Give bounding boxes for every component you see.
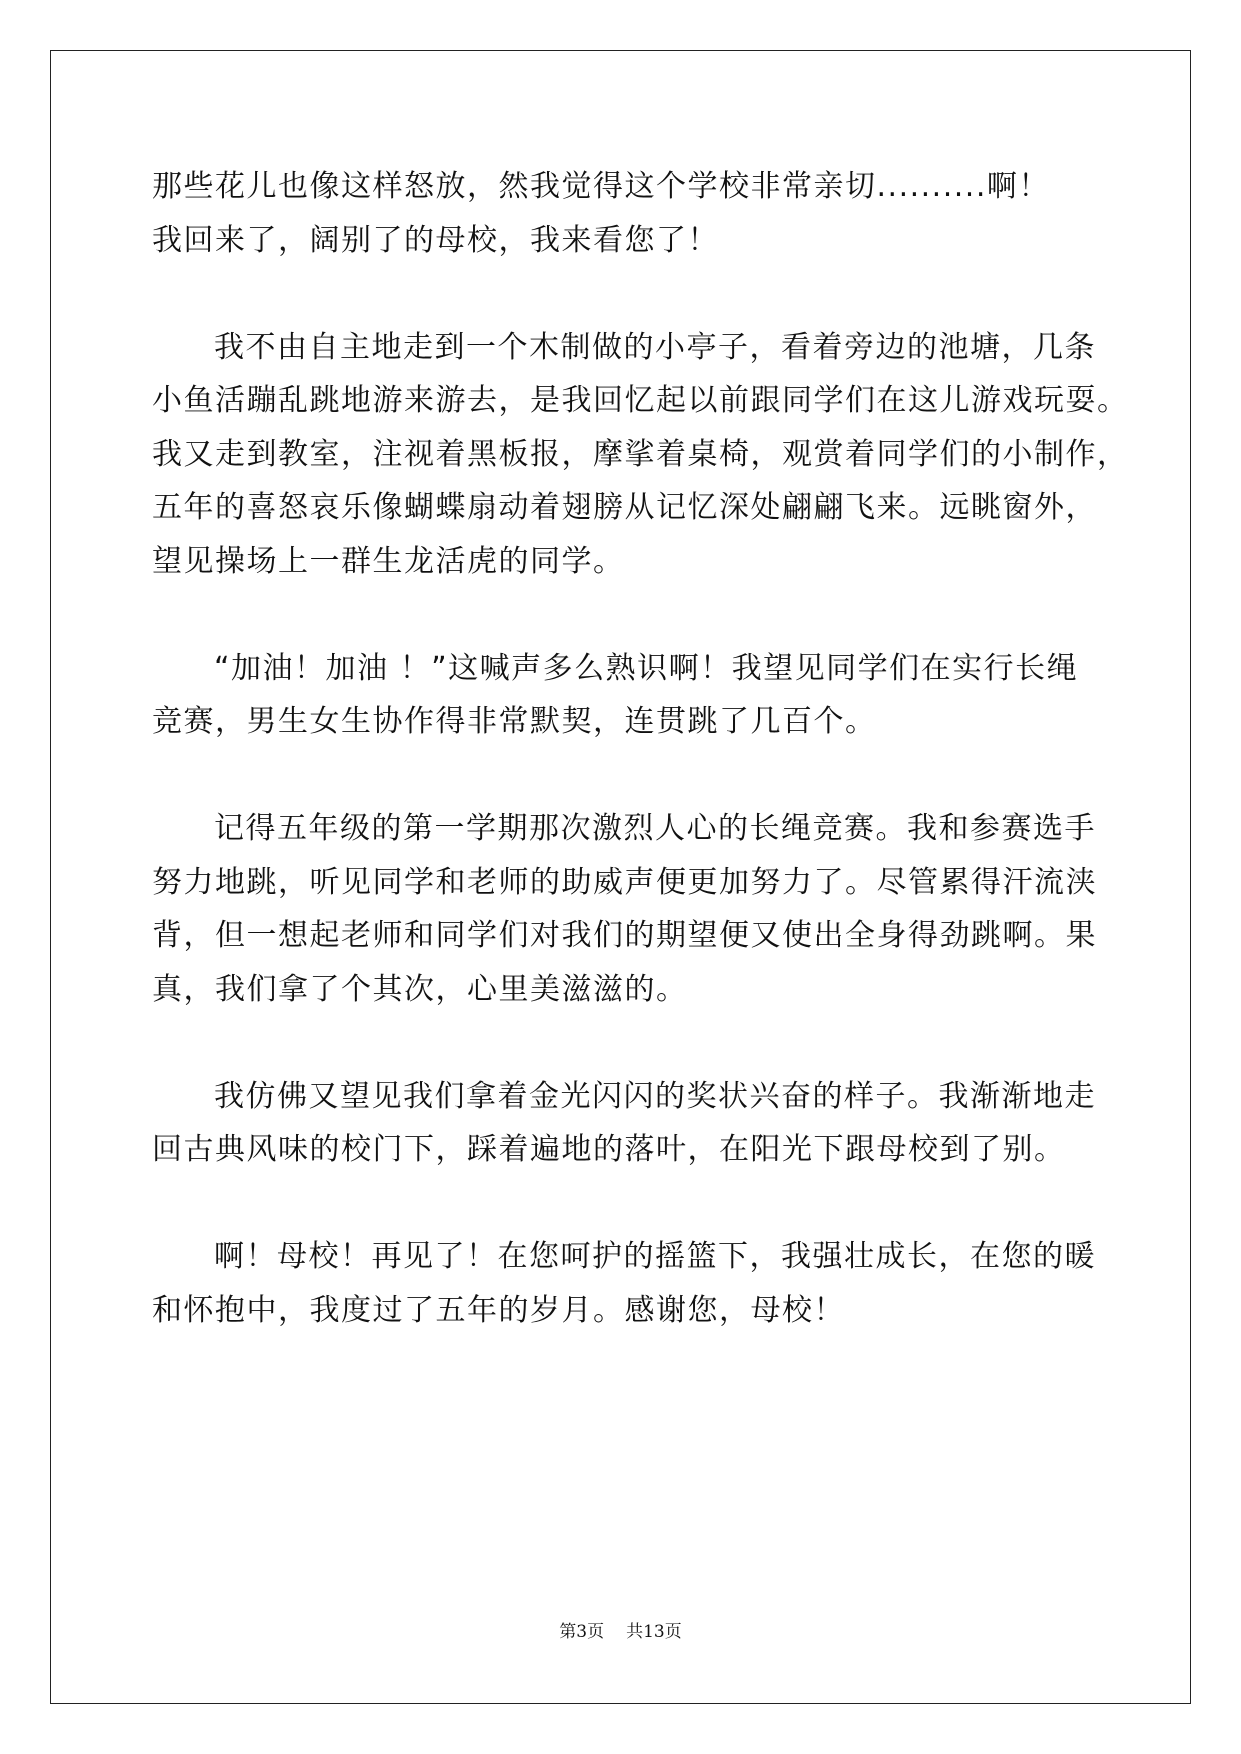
text-line: 我不由自主地走到一个木制做的小亭子，看着旁边的池塘，几条 <box>214 329 1096 365</box>
text-line: 小鱼活蹦乱跳地游来游去，是我回忆起以前跟同学们在这儿游戏玩耍。 <box>152 383 1129 418</box>
text-line: 那些花儿也像这样怒放，然我觉得这个学校非常亲切..........啊！ <box>152 169 1050 204</box>
text-line: 啊！母校！再见了！在您呵护的摇篮下，我强壮成长，在您的暖 <box>214 1239 1096 1274</box>
page-footer <box>0 1617 1241 1642</box>
total-pages: 共13页 <box>626 1622 682 1642</box>
text-line: 和怀抱中，我度过了五年的岁月。感谢您，母校！ <box>152 1292 845 1328</box>
text-line: 我仿佛又望见我们拿着金光闪闪的奖状兴奋的样子。我渐渐地走 <box>214 1078 1096 1114</box>
text-line: 五年的喜怒哀乐像蝴蝶扇动着翅膀从记忆深处翩翩飞来。远眺窗外， <box>152 490 1097 525</box>
page-number: 第3页 <box>559 1622 605 1642</box>
text-line: 回古典风味的校门下，踩着遍地的落叶，在阳光下跟母校到了别。 <box>152 1132 1066 1167</box>
text-line: 我又走到教室，注视着黑板报，摩挲着桌椅，观赏着同学们的小制作， <box>152 436 1129 472</box>
text-line: 背，但一想起老师和同学们对我们的期望便又使出全身得劲跳啊。果 <box>152 918 1097 953</box>
text-line: 努力地跳，听见同学和老师的助威声便更加努力了。尽管累得汗流浃 <box>152 864 1097 900</box>
text-line: 真，我们拿了个其次，心里美滋滋的。 <box>152 971 688 1007</box>
text-line: 望见操场上一群生龙活虎的同学。 <box>152 543 625 579</box>
text-line: “加油！加油 ！”这喊声多么熟识啊！我望见同学们在实行长绳 <box>214 650 1079 686</box>
text-line: 我回来了，阔别了的母校，我来看您了！ <box>152 222 719 258</box>
text-line: 记得五年级的第一学期那次激烈人心的长绳竞赛。我和参赛选手 <box>214 811 1096 846</box>
text-line: 竞赛，男生女生协作得非常默契，连贯跳了几百个。 <box>152 704 877 739</box>
